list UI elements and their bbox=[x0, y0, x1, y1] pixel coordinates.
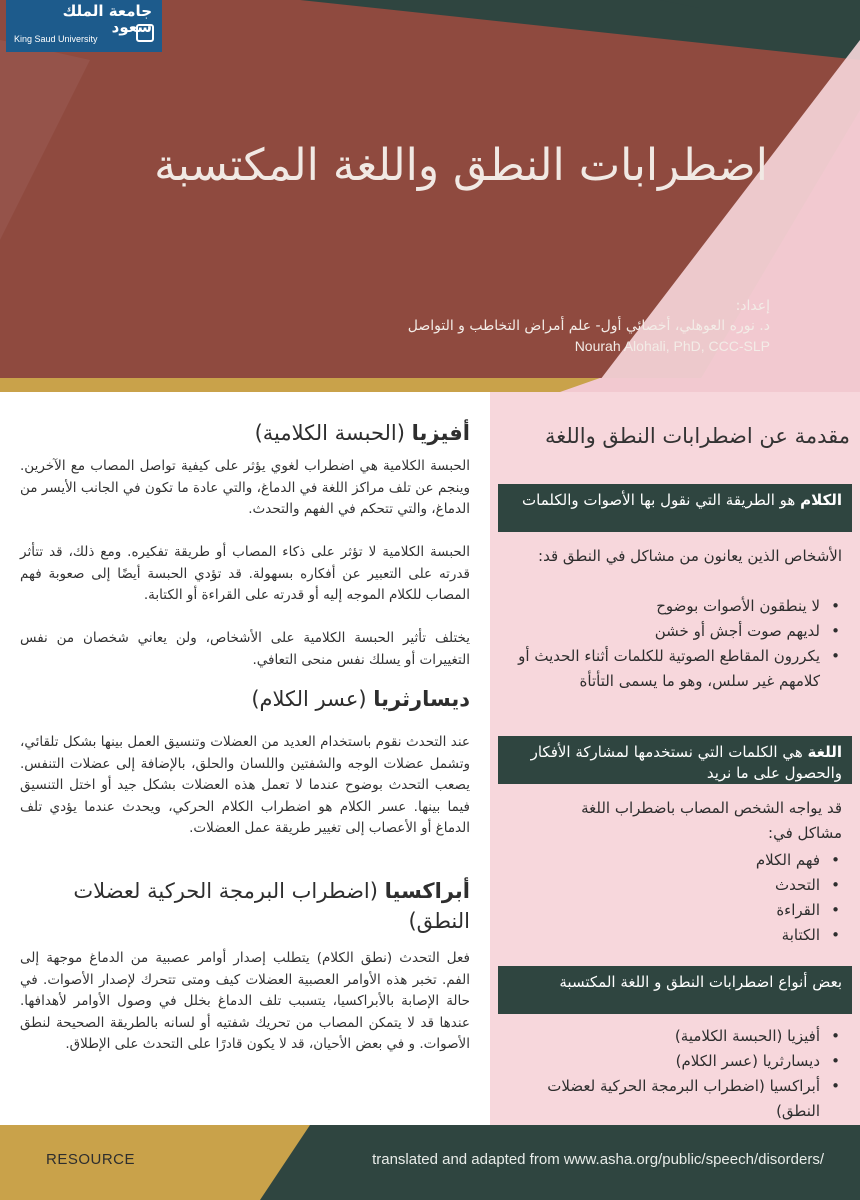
speech-term: الكلام bbox=[800, 491, 842, 509]
list-item: • يكررون المقاطع الصوتية للكلمات أثناء الحديث أو كلامهم غير سلس، وهو ما يسمى التأتأة bbox=[512, 644, 842, 694]
prepared-by bbox=[408, 296, 770, 356]
apraxia-heading bbox=[30, 876, 470, 936]
details-column bbox=[0, 392, 490, 1125]
speech-people-text: الأشخاص الذين يعانون من مشاكل في النطق قد: bbox=[538, 547, 842, 565]
dysarthria-title-rest: (عسر الكلام) bbox=[251, 687, 374, 711]
apraxia-paragraph: فعل التحدث (نطق الكلام) يتطلب إصدار أوامر عصبية من الدماغ موجهة إلى الفم. تخبر هذه الأوامر العصبية العضلات كيف ومتى تتحرك لإصدار الأصوات. في حالة الإصابة بالأبراكسيا، يتسبب تلف الدماغ بخلل في وصول الأوامر لأهدافها. عندها قد لا يتمكن المصاب من تحريك شفتيه أو لسانه بالطريقة الصحيحة لنطق الأصوات. و في بعض الأحيان، قد لا يكون قادرًا على التحدث على الإطلاق. bbox=[20, 950, 470, 1052]
speech-definition: هو الطريقة التي نقول بها الأصوات والكلمات bbox=[522, 491, 801, 509]
resource-label: RESOURCE bbox=[46, 1151, 136, 1168]
disorder-types-band: بعض أنواع اضطرابات النطق و اللغة المكتسبة bbox=[498, 966, 852, 1014]
logo-seal-icon bbox=[136, 24, 154, 42]
language-term: اللغة bbox=[807, 743, 842, 761]
language-definition-band bbox=[498, 736, 852, 784]
list-item: • فهم الكلام bbox=[542, 848, 842, 873]
university-logo bbox=[6, 0, 162, 52]
apraxia-title-bold: أبراكسيا bbox=[384, 879, 470, 903]
aphasia-title-bold: أفيزيا bbox=[411, 421, 470, 445]
disorder-types-list bbox=[522, 1024, 842, 1124]
dysarthria-paragraph: عند التحدث نقوم باستخدام العديد من العضلات وتنسيق العمل بينها بشكل تلقائي، وتشمل عضلات الوجه والشفتين واللسان والحلق، بالإضافة إلى عضلات التنفس. يصعب التحدث بوضوح عندما لا تعمل هذه العضلات بشكل جيد أو اختل التنسيق فيما بينها. عسر الكلام هو اضطراب الكلام الحركي، ويحدث عندما يؤدي تلف الدماغ أو الأعصاب إلى تغيير طريقة عمل العضلات. bbox=[20, 734, 470, 836]
speech-symptom-list bbox=[512, 594, 842, 694]
author-arabic: د. نوره العوهلي، أخصائي أول- علم أمراض التخاطب و التواصل bbox=[407, 318, 770, 334]
list-item: • أبراكسيا (اضطراب البرمجة الحركية لعضلات النطق) bbox=[522, 1074, 842, 1124]
prepared-by-label: إعداد: bbox=[735, 298, 770, 314]
aphasia-title-rest: (الحبسة الكلامية) bbox=[254, 421, 412, 445]
logo-arabic-text: جامعة الملك سعود bbox=[62, 2, 152, 36]
intro-column bbox=[490, 392, 860, 1125]
author-english: Nourah Alohali, PhD, CCC-SLP bbox=[574, 338, 770, 354]
dysarthria-heading bbox=[30, 684, 470, 714]
dysarthria-title-bold: ديسارثريا bbox=[373, 687, 470, 711]
list-item: • الكتابة bbox=[542, 923, 842, 948]
list-item: • أفيزيا (الحبسة الكلامية) bbox=[522, 1024, 842, 1049]
language-definition: هي الكلمات التي نستخدمها لمشاركة الأفكار والحصول على ما نريد bbox=[530, 743, 842, 782]
aphasia-paragraph-2: الحبسة الكلامية لا تؤثر على ذكاء المصاب أو طريقة تفكيره. ومع ذلك، قد تتأثر قدرته على التعبير عن أفكاره بسهولة. قد تؤدي الحبسة أيضًا إلى صعوبة فهم المصاب للكلام الموجه إليه أو قدرته على القراءة أو الكتابة. bbox=[20, 544, 470, 603]
language-people-text: قد يواجه الشخص المصاب باضطراب اللغة مشاكل في: bbox=[581, 799, 842, 842]
aphasia-paragraph-3: يختلف تأثير الحبسة الكلامية على الأشخاص، ولن يعاني شخصان من نفس التغييرات أو يسلك نفس منحى التعافي. bbox=[20, 630, 470, 668]
list-item: • ديسارثريا (عسر الكلام) bbox=[522, 1049, 842, 1074]
page-title: اضطرابات النطق واللغة المكتسبة bbox=[154, 140, 768, 191]
logo-english-text: King Saud University bbox=[14, 34, 98, 44]
list-item: • لديهم صوت أجش أو خشن bbox=[512, 619, 842, 644]
apraxia-title-rest: (اضطراب البرمجة الحركية لعضلات النطق) bbox=[73, 879, 470, 933]
source-credit: translated and adapted from www.asha.org/public/speech/disorders/ bbox=[372, 1151, 824, 1168]
language-problem-list bbox=[542, 848, 842, 948]
header-banner bbox=[0, 0, 860, 380]
list-item: • التحدث bbox=[542, 873, 842, 898]
footer bbox=[0, 1125, 860, 1200]
intro-title: مقدمة عن اضطرابات النطق واللغة bbox=[545, 424, 850, 448]
gold-divider bbox=[0, 378, 860, 392]
aphasia-heading bbox=[30, 418, 470, 448]
speech-definition-band bbox=[498, 484, 852, 532]
list-item: • القراءة bbox=[542, 898, 842, 923]
aphasia-paragraph-1: الحبسة الكلامية هي اضطراب لغوي يؤثر على كيفية تواصل المصاب مع الآخرين. وينجم عن تلف مراكز اللغة في الدماغ، والتي عادة ما تكون في الجانب الأيسر من الدماغ، والتي تتحكم في الفهم والتحدث. bbox=[20, 458, 470, 517]
list-item: • لا ينطقون الأصوات بوضوح bbox=[512, 594, 842, 619]
